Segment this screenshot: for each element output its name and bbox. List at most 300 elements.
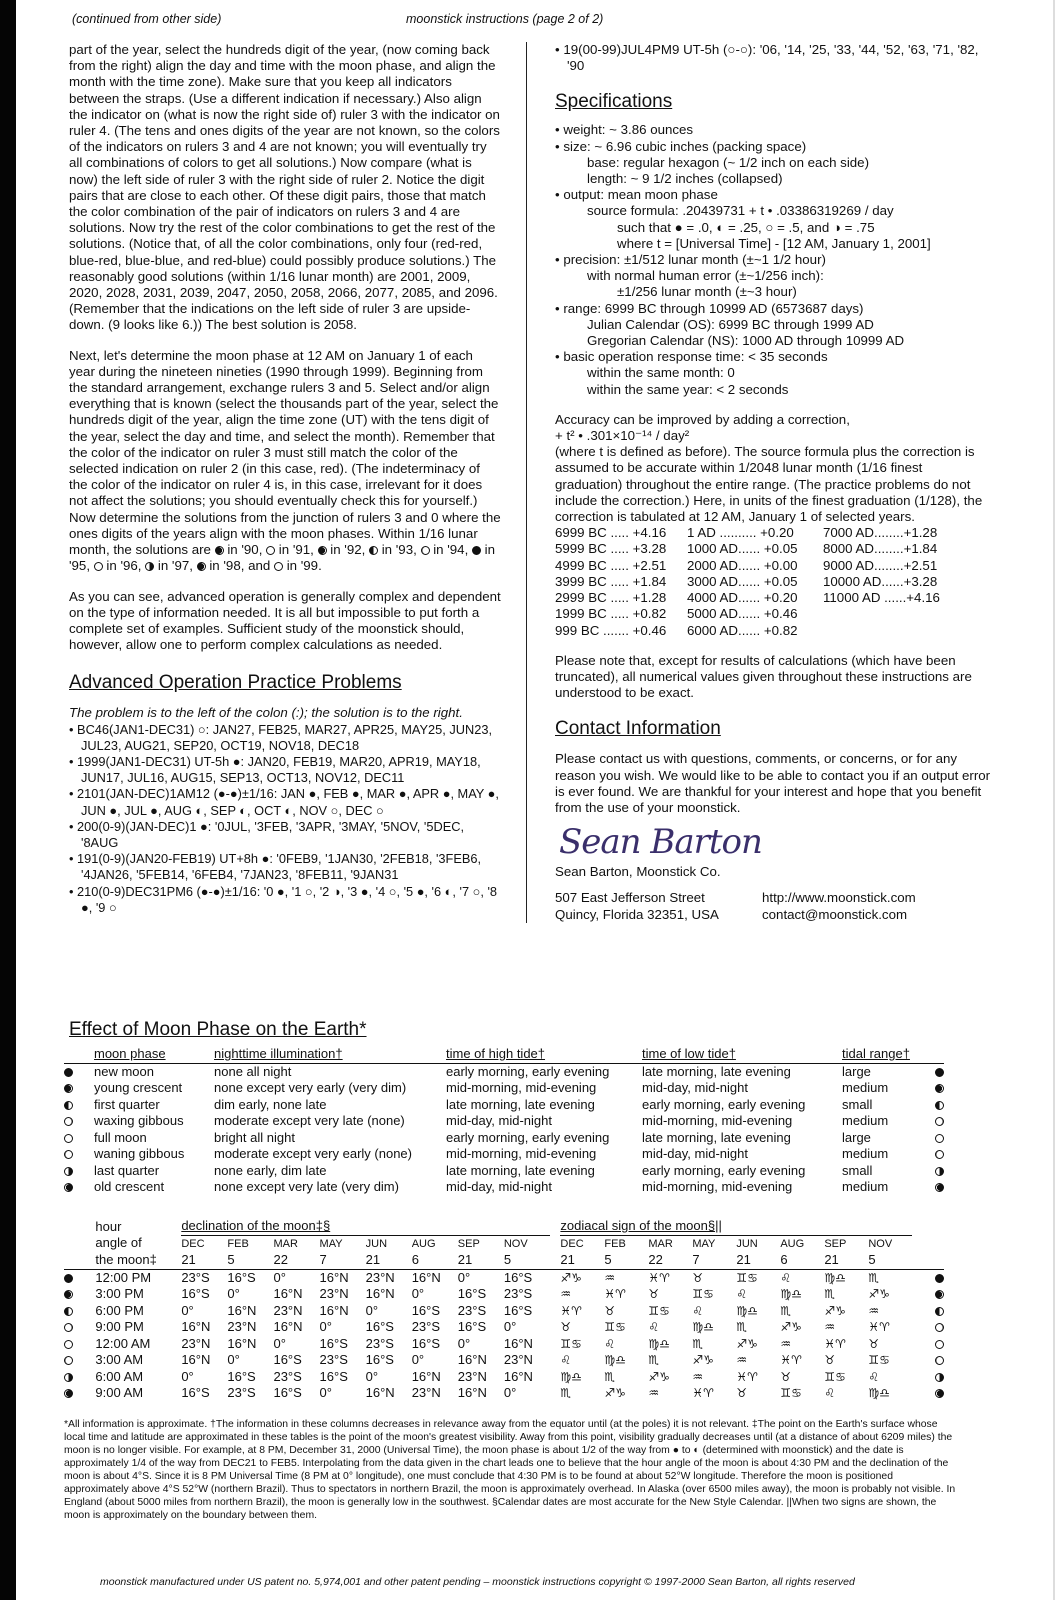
declination-value: 0° xyxy=(411,1352,425,1367)
day-label: 21 xyxy=(824,1252,868,1269)
effect-high: early morning, early evening xyxy=(446,1063,610,1079)
moon-icon xyxy=(64,1323,73,1332)
zodiac-sign: ♉ xyxy=(692,1270,704,1285)
day-label: 7 xyxy=(320,1252,366,1269)
declination-value: 16°S xyxy=(181,1385,210,1400)
col-tidal-range: tidal range† xyxy=(842,1046,910,1061)
website-link[interactable]: http://www.moonstick.com xyxy=(762,890,916,906)
effect-high: mid-day, mid-night xyxy=(446,1179,552,1194)
zodiac-sign: ♌ xyxy=(560,1353,572,1367)
contact-title: Contact Information xyxy=(555,718,721,740)
zodiac-sign: ♉ xyxy=(604,1303,616,1318)
zodiac-sign: ♍♎ xyxy=(780,1287,802,1301)
moon-icon xyxy=(935,1323,944,1332)
effect-illum: none all night xyxy=(214,1063,292,1079)
day-label: 22 xyxy=(648,1252,692,1269)
zodiac-sign: ♓♈ xyxy=(648,1270,670,1285)
practice-list xyxy=(69,722,501,916)
zodiac-sign: ♐♑ xyxy=(560,1270,582,1285)
declination-title: declination of the moon‡§ xyxy=(181,1218,550,1235)
day-label: 5 xyxy=(604,1252,648,1269)
phase-icon-cell xyxy=(64,1080,94,1097)
blank xyxy=(64,1218,95,1235)
declination-value: 23°N xyxy=(457,1368,487,1384)
declination-value: 0° xyxy=(457,1335,471,1351)
day-label: 21 xyxy=(181,1252,227,1269)
paragraph-solutions-2000s: part of the year, select the hundreds digit of the year, (now coming back from the right) align the day and time with the moon phase, and align the month with the time zone). Make sure that you keep all indicators between the straps. (Use a different indication if necessary.) Also align the indicator on (what is now the right side of) ruler 3 with the indicator on ruler 4. (The tens and ones digits of the year are not known, so the colors of the indicators on rulers 3 and 4 are not known; you will eventually try all combinations of colors to get all solutions.) Now compare (what is now) the left side of ruler 3 with the right side of ruler 2. Notice the digit pairs that are close to each other. Of these digit pairs, those that match the color combination of the pair of indicators on rulers 3 and 4 are solutions. Now try the rest of the color combinations to get the rest of the solutions. (Notice that, of all the color combinations, only four (red-red, blue-red, blue-blue, and red-blue) could possibly produce solutions.) The reasonably good solutions (within 1/16 lunar month) are 2001, 2009, 2020, 2028, 2031, 2039, 2047, 2050, 2058, 2066, 2077, 2085, and 2096. (Remember that the indications on the left side of ruler 3 are upside-down. (9 looks like 6.)) The best solution is 2058. xyxy=(69,42,500,333)
correction-cell: 1 AD .......... +0.20 xyxy=(687,525,794,541)
month-label: NOV xyxy=(868,1237,893,1250)
old-crescent-icon xyxy=(64,1183,73,1192)
month-label: MAY xyxy=(319,1237,343,1250)
effect-phase: new moon xyxy=(94,1063,154,1079)
day-label: 21 xyxy=(458,1252,504,1269)
phase-icon-cell xyxy=(912,1319,944,1336)
phase-icon-cell xyxy=(912,1179,944,1196)
day-label: 21 xyxy=(366,1252,412,1269)
phase-icon-cell xyxy=(912,1130,944,1147)
day-label: 5 xyxy=(227,1252,273,1269)
declination-value: 23°S xyxy=(273,1368,302,1384)
effect-row xyxy=(64,1163,944,1180)
spec-line: • size: ~ 6.96 cubic inches (packing space) xyxy=(555,138,807,154)
spacer xyxy=(550,1269,560,1286)
zodiac-sign: ♊♋ xyxy=(692,1287,714,1301)
young-crescent-icon xyxy=(935,1084,944,1093)
spacer xyxy=(550,1218,560,1235)
phase-icon-cell xyxy=(912,1080,944,1097)
hour-angle: 3:00 AM xyxy=(95,1352,144,1367)
zodiac-sign: ♏ xyxy=(560,1386,572,1400)
spacer xyxy=(550,1369,560,1386)
hour-angle: 3:00 PM xyxy=(95,1286,144,1301)
moon-icon xyxy=(64,1389,73,1398)
declination-value: 0° xyxy=(365,1368,379,1384)
phase-icon-cell xyxy=(64,1286,95,1303)
effect-row xyxy=(64,1097,944,1114)
month-label: JUN xyxy=(736,1237,758,1250)
declination-value: 16°N xyxy=(273,1286,303,1301)
spec-line: base: regular hexagon (~ 1/2 inch on each side) xyxy=(587,154,870,170)
spec-line: within the same year: < 2 seconds xyxy=(587,381,789,397)
right-column xyxy=(555,42,993,923)
effect-phase: waning gibbous xyxy=(94,1146,185,1161)
effect-low: mid-morning, mid-evening xyxy=(642,1113,793,1128)
correction-cell: 5999 BC ..... +3.28 xyxy=(555,541,667,557)
hour-angle: 12:00 AM xyxy=(95,1335,151,1351)
effect-low: mid-day, mid-night xyxy=(642,1080,748,1095)
practice-problem: • BC46(JAN1-DEC31) ○: JAN27, FEB25, MAR27, APR25, MAY25, JUN23, JUL23, AUG21, SEP20, OCT19, NOV18, DEC18 xyxy=(69,721,493,753)
declination-value: 23°S xyxy=(411,1319,441,1334)
specifications-title: Specifications xyxy=(555,91,673,113)
declination-row xyxy=(64,1352,944,1369)
effect-high: mid-morning, mid-evening xyxy=(446,1080,597,1095)
phase-icon-cell xyxy=(912,1113,944,1130)
spec-line: • basic operation response time: < 35 seconds xyxy=(555,349,828,365)
zodiac-sign: ♏ xyxy=(648,1353,660,1367)
phase-icon-cell xyxy=(912,1303,944,1320)
effect-illum: bright all night xyxy=(214,1129,295,1145)
effect-table xyxy=(64,1046,944,1196)
moon-icon xyxy=(935,1307,944,1316)
declination-value: 16°S xyxy=(273,1352,302,1367)
correction-cell xyxy=(823,623,973,639)
col-moon-phase: moon phase xyxy=(94,1046,166,1061)
zodiac-sign: ♍♎ xyxy=(736,1303,758,1318)
waning-gibbous-icon xyxy=(421,546,430,555)
phase-icon-cell xyxy=(64,1063,94,1080)
zodiac-sign: ♒ xyxy=(824,1320,836,1334)
effect-illum: none except very early (very dim) xyxy=(214,1080,407,1095)
effect-illum: dim early, none late xyxy=(214,1096,327,1112)
moon-icon xyxy=(935,1290,944,1299)
zodiac-sign: ♐♑ xyxy=(736,1336,758,1351)
declination-value: 0° xyxy=(227,1352,240,1367)
blank xyxy=(64,1252,95,1269)
declination-value: 23°N xyxy=(227,1319,257,1334)
declination-value: 16°N xyxy=(411,1368,441,1384)
email-link[interactable]: contact@moonstick.com xyxy=(762,906,908,922)
phase-icon-cell xyxy=(912,1269,944,1286)
decl-month-row xyxy=(64,1235,944,1252)
month-label: JUN xyxy=(365,1237,388,1250)
phase-icon-cell xyxy=(64,1179,94,1196)
declination-value: 16°S xyxy=(411,1302,441,1318)
month-label: MAR xyxy=(273,1237,298,1250)
zodiac-sign: ♍♎ xyxy=(604,1353,626,1367)
declination-value: 0° xyxy=(181,1368,194,1384)
month-label: DEC xyxy=(560,1237,584,1250)
zodiac-sign: ♐♑ xyxy=(604,1386,626,1400)
phase-icon-cell xyxy=(912,1385,944,1402)
phase-icon-cell xyxy=(64,1163,94,1180)
correction-cell: 5000 AD...... +0.46 xyxy=(687,606,798,622)
declination-value: 16°N xyxy=(319,1269,349,1285)
correction-cell: 999 BC ....... +0.46 xyxy=(555,622,667,638)
last-quarter-icon xyxy=(145,562,154,571)
zodiac-sign: ♒ xyxy=(692,1369,704,1384)
phase-icon-cell xyxy=(912,1063,944,1080)
month-label: MAY xyxy=(692,1237,716,1250)
copyright: moonstick manufactured under US patent no. 5,974,001 and other patent pending – moonstick instructions copyright © 1997-2000 Sean Barton, all rights reserved xyxy=(100,1576,855,1588)
hour-angle: 6:00 PM xyxy=(95,1302,144,1318)
declination-value: 0° xyxy=(319,1385,332,1400)
zodiac-sign: ♏ xyxy=(868,1270,880,1285)
address-block xyxy=(555,890,993,922)
month-label: SEP xyxy=(457,1237,480,1250)
effect-low: mid-morning, mid-evening xyxy=(642,1179,793,1194)
declination-value: 23°N xyxy=(365,1269,395,1285)
declination-value: 23°N xyxy=(181,1335,211,1351)
column-divider xyxy=(526,42,527,923)
correction-table xyxy=(555,525,993,638)
zodiac-sign: ♏ xyxy=(824,1287,836,1301)
correction-cell: 8000 AD........+1.84 xyxy=(823,541,938,557)
correction-cell: 10000 AD......+3.28 xyxy=(823,573,938,589)
hour-angle: 6:00 AM xyxy=(95,1368,144,1384)
declination-value: 16°S xyxy=(227,1368,256,1384)
zodiac-sign: ♊♋ xyxy=(560,1336,582,1351)
zodiac-sign: ♌ xyxy=(868,1369,880,1384)
zodiac-sign: ♍♎ xyxy=(868,1386,890,1400)
practice-problem: • 210(0-9)DEC31PM6 (●-●)±1/16: '0 ●, '1 ○, '2 ◑, '3 ●, '4 ○, '5 ●, '6 ◐, '7 ○, '8 ●, '9 ○ xyxy=(69,883,498,915)
zodiac-sign: ♏ xyxy=(780,1303,792,1318)
decl-day-row xyxy=(64,1252,944,1269)
zodiac-sign: ♐♑ xyxy=(824,1303,846,1318)
solution-year: in '90, xyxy=(223,542,267,558)
effect-row xyxy=(64,1130,944,1147)
waning-gibbous-icon xyxy=(64,1150,73,1159)
solution-year: in '98, and xyxy=(205,558,274,574)
zodiac-sign: ♒ xyxy=(604,1270,616,1285)
declination-value: 23°S xyxy=(365,1335,394,1351)
hour-header-1: hour xyxy=(95,1218,122,1234)
zodiac-sign: ♓♈ xyxy=(824,1336,846,1351)
spec-line: • range: 6999 BC through 10999 AD (6573687 days) xyxy=(555,300,864,316)
effect-range: large xyxy=(842,1129,871,1145)
solution-year: in '97, xyxy=(154,558,197,574)
hour-header-3: the moon‡ xyxy=(95,1252,181,1269)
month-label: MAR xyxy=(648,1237,673,1250)
declination-row xyxy=(64,1286,944,1303)
moon-icon xyxy=(64,1290,73,1299)
correction-cell: 7000 AD........+1.28 xyxy=(823,525,938,541)
effect-phase: first quarter xyxy=(94,1096,160,1112)
day-label: 6 xyxy=(412,1252,458,1269)
zodiac-sign: ♒ xyxy=(868,1303,880,1318)
declination-row xyxy=(64,1303,944,1320)
declination-value: 16°N xyxy=(365,1385,395,1400)
phase-icon-cell xyxy=(64,1336,95,1353)
zodiac-sign: ♉ xyxy=(824,1353,836,1367)
zodiac-sign: ♓♈ xyxy=(780,1353,802,1367)
declination-value: 0° xyxy=(503,1319,517,1334)
day-label: 6 xyxy=(780,1252,824,1269)
effect-low: early morning, early evening xyxy=(642,1096,806,1112)
practice-problem: • 200(0-9)(JAN-DEC)1 ●: '0JUL, '3FEB, '3APR, '3MAY, '5NOV, '5DEC, '8AUG xyxy=(69,818,465,850)
moon-icon xyxy=(935,1340,944,1349)
declination-row xyxy=(64,1385,944,1402)
effect-low: early morning, early evening xyxy=(642,1162,806,1178)
decl-group-row xyxy=(64,1218,944,1235)
moon-icon xyxy=(64,1274,73,1283)
day-label: 21 xyxy=(736,1252,780,1269)
effect-phase: old crescent xyxy=(94,1179,165,1194)
phase-icon-cell xyxy=(64,1303,95,1320)
effect-low: late morning, late evening xyxy=(642,1129,791,1145)
spacer xyxy=(550,1352,560,1369)
day-label: 21 xyxy=(560,1252,604,1269)
effect-low: late morning, late evening xyxy=(642,1063,791,1079)
zodiac-sign: ♊♋ xyxy=(604,1320,626,1334)
young-crescent-icon xyxy=(215,546,224,555)
col-low-tide: time of low tide† xyxy=(642,1046,736,1061)
spec-line: with normal human error (±~1/256 inch): xyxy=(587,268,824,284)
month-label: SEP xyxy=(824,1237,847,1250)
phase-icon-cell xyxy=(64,1385,95,1402)
zodiac-sign: ♓♈ xyxy=(736,1369,758,1384)
declination-value: 16°S xyxy=(181,1286,210,1301)
last-quarter-icon xyxy=(64,1167,73,1176)
phase-icon-cell xyxy=(912,1352,944,1369)
month-label: DEC xyxy=(181,1237,205,1250)
nineties-intro: Next, let's determine the moon phase at 12 AM on January 1 of each year during the nineteen nineties (1990 through 1999). Beginning from the standard arrangement, exchange rulers 3 and 5. Select and/or align everything that is known (select the thousands part of the year, select the hundreds digit of the year, align the time zone (UT) with the tens digit of the year, select the day and time, and select the month). Remember that the color of the indicator on ruler 3 must still match the color of the selected indication on ruler 2 (in this case, red). (The indeterminacy of the color of the indicator on ruler 4 is, in this case, irrelevant for it does not affect the solutions; you should eventually check this for yourself.) Now determine the solutions from the junction of rulers 3 and 0 where the ones digits of the years align with the moon phases. Within 1/16 lunar month, the solutions are xyxy=(69,347,501,558)
declination-value: 16°S xyxy=(503,1269,533,1285)
month-label: FEB xyxy=(227,1237,249,1250)
declination-value: 16°S xyxy=(411,1335,441,1351)
zodiac-sign: ♊♋ xyxy=(648,1303,670,1318)
effect-range: medium xyxy=(842,1146,889,1161)
declination-value: 16°S xyxy=(457,1286,487,1301)
spacer xyxy=(550,1385,560,1402)
spec-line: • precision: ±1/512 lunar month (±~1 1/2 hour) xyxy=(555,252,826,268)
col-high-tide: time of high tide† xyxy=(446,1046,546,1061)
moon-icon xyxy=(935,1274,944,1283)
effect-high: late morning, late evening xyxy=(446,1162,595,1178)
spacer xyxy=(550,1252,560,1269)
phase-icon-cell xyxy=(912,1369,944,1386)
declination-value: 16°N xyxy=(411,1269,441,1285)
declination-value: 16°N xyxy=(227,1335,257,1351)
effect-high: early morning, early evening xyxy=(446,1129,610,1145)
hour-angle: 9:00 PM xyxy=(95,1319,144,1334)
month-label: AUG xyxy=(780,1237,805,1250)
declination-table xyxy=(64,1218,944,1402)
day-label: 7 xyxy=(692,1252,736,1269)
zodiac-sign: ♓♈ xyxy=(604,1287,626,1301)
declination-value: 23°S xyxy=(503,1286,533,1301)
effect-phase: full moon xyxy=(94,1129,147,1145)
zodiac-sign: ♉ xyxy=(648,1287,660,1301)
correction-cell: 9000 AD........+2.51 xyxy=(823,557,938,573)
declination-value: 16°N xyxy=(227,1302,257,1318)
effect-range: medium xyxy=(842,1080,889,1095)
signature: Sean Barton xyxy=(559,822,762,863)
practice-problem: • 2101(JAN-DEC)1AM12 (●-●)±1/16: JAN ●, FEB ●, MAR ●, APR ●, MAY ●, JUN ●, JUL ●, AUG ◐, SEP ◐, OCT ◐, NOV ○, DEC ○ xyxy=(69,786,499,818)
practice-problem: • 1999(JAN1-DEC31) UT-5h ●: JAN20, FEB19, MAR20, APR19, MAY18, JUN17, JUL16, AUG15, SEP13, OCT13, NOV12, DEC11 xyxy=(69,753,481,786)
effect-illum: moderate except very late (none) xyxy=(214,1113,405,1128)
zodiac-sign: ♊♋ xyxy=(780,1386,802,1400)
declination-value: 23°N xyxy=(503,1352,533,1367)
young-crescent-icon xyxy=(64,1084,73,1093)
zodiac-sign: ♌ xyxy=(648,1320,660,1334)
correction-cell: 6000 AD...... +0.82 xyxy=(687,622,798,638)
zodiac-sign: ♏ xyxy=(604,1369,616,1384)
waxing-gibbous-icon xyxy=(64,1117,73,1126)
day-label: 22 xyxy=(273,1252,319,1269)
spacer xyxy=(550,1319,560,1336)
declination-value: 16°N xyxy=(457,1352,487,1367)
exactness-note: Please note that, except for results of calculations (which have been truncated), all numerical values given throughout these instructions are understood to be exact. xyxy=(555,652,972,701)
phase-icon-cell xyxy=(912,1336,944,1353)
old-crescent-icon xyxy=(935,1183,944,1192)
declination-value: 23°N xyxy=(411,1385,441,1400)
correction-cell xyxy=(823,606,973,622)
zodiac-sign: ♓♈ xyxy=(868,1320,890,1334)
accuracy-text: (where t is defined as before). The source formula plus the correction is assumed to be accurate within 1/2048 lunar month (1/16 finest graduation) throughout the entire range. (The practice problems do not include the correction.) Here, in units of the finest graduation (1/128), the correction is tabulated at 12 AM, January 1 of selected years. xyxy=(555,444,983,525)
solution-year: in '93, xyxy=(378,542,421,558)
declination-value: 16°S xyxy=(273,1385,302,1400)
solution-year: in '91, xyxy=(275,542,318,558)
zodiac-sign: ♊♋ xyxy=(824,1369,846,1384)
solution-year: in '92, xyxy=(326,542,370,558)
correction-cell: 4999 BC ..... +2.51 xyxy=(555,557,667,573)
zodiac-sign: ♏ xyxy=(692,1336,704,1351)
accuracy-formula: + t² • .301×10⁻¹⁴ / day² xyxy=(555,428,690,444)
spec-line: such that ● = .0, ◐ = .25, ○ = .5, and ◑ = .75 xyxy=(617,219,875,235)
header-continued: (continued from other side) xyxy=(72,12,222,26)
phase-icon-cell xyxy=(912,1286,944,1303)
phase-icon-cell xyxy=(912,1097,944,1114)
declination-value: 16°S xyxy=(227,1269,256,1285)
blank xyxy=(64,1235,95,1252)
declination-value: 16°S xyxy=(319,1335,348,1351)
declination-value: 23°S xyxy=(319,1352,348,1367)
phase-icon-cell xyxy=(64,1097,94,1114)
declination-value: 16°N xyxy=(503,1335,533,1351)
moon-icon xyxy=(64,1373,73,1382)
spacer xyxy=(550,1286,560,1303)
zodiac-sign: ♒ xyxy=(560,1287,572,1301)
correction-cell: 6999 BC ..... +4.16 xyxy=(555,525,667,541)
declination-value: 16°S xyxy=(365,1352,394,1367)
paragraph-nineties xyxy=(69,348,501,575)
declination-value: 23°N xyxy=(273,1302,303,1318)
spec-line: Julian Calendar (OS): 6999 BC through 1999 AD xyxy=(587,316,874,332)
first-quarter-icon xyxy=(64,1101,73,1110)
effect-phase: young crescent xyxy=(94,1080,183,1095)
effect-illum: none except very late (very dim) xyxy=(214,1179,399,1194)
declination-value: 16°N xyxy=(181,1319,211,1334)
first-quarter-icon xyxy=(935,1101,944,1110)
effect-title: Effect of Moon Phase on the Earth* xyxy=(69,1019,367,1040)
zodiac-sign: ♉ xyxy=(868,1336,880,1351)
moon-icon xyxy=(64,1307,73,1316)
zodiac-sign: ♐♑ xyxy=(868,1287,890,1301)
new-moon-icon xyxy=(472,546,481,555)
spacer xyxy=(550,1336,560,1353)
effect-phase: last quarter xyxy=(94,1162,160,1178)
zodiac-sign: ♍♎ xyxy=(560,1369,582,1384)
contact-name: Sean Barton, Moonstick Co. xyxy=(555,864,721,880)
zodiac-sign: ♍♎ xyxy=(824,1270,846,1285)
zodiac-sign: ♓♈ xyxy=(560,1303,582,1318)
declination-value: 16°S xyxy=(319,1368,348,1384)
full-moon-icon xyxy=(64,1134,73,1143)
declination-value: 16°S xyxy=(503,1302,533,1318)
month-label: AUG xyxy=(411,1237,436,1250)
effect-low: mid-day, mid-night xyxy=(642,1146,748,1161)
spec-line: • output: mean moon phase xyxy=(555,187,718,203)
correction-cell: 1000 AD...... +0.05 xyxy=(687,541,798,557)
declination-value: 0° xyxy=(319,1319,332,1334)
zodiac-sign: ♐♑ xyxy=(692,1353,714,1367)
effect-row xyxy=(64,1179,944,1196)
declination-value: 0° xyxy=(457,1269,471,1285)
spec-line: within the same month: 0 xyxy=(587,365,735,381)
address-line-1: 507 East Jefferson Street xyxy=(555,890,705,906)
moon-icon xyxy=(64,1356,73,1365)
spec-line: ±1/256 lunar month (±~3 hour) xyxy=(617,284,797,300)
declination-value: 16°N xyxy=(181,1352,211,1367)
declination-value: 0° xyxy=(273,1335,286,1351)
solution-year: in '95, xyxy=(69,542,496,574)
spec-line: where t = [Universal Time] - [12 AM, January 1, 2001] xyxy=(617,235,931,251)
declination-row xyxy=(64,1319,944,1336)
zodiac-sign: ♍♎ xyxy=(692,1320,714,1334)
paragraph-conclusion: As you can see, advanced operation is generally complex and dependent on the type of information needed. It is all but impossible to put forth a complete set of examples. Sufficient study of the moonstick should, however, allow one to perform complex calculations as needed. xyxy=(69,588,501,653)
declination-value: 16°N xyxy=(503,1368,533,1384)
